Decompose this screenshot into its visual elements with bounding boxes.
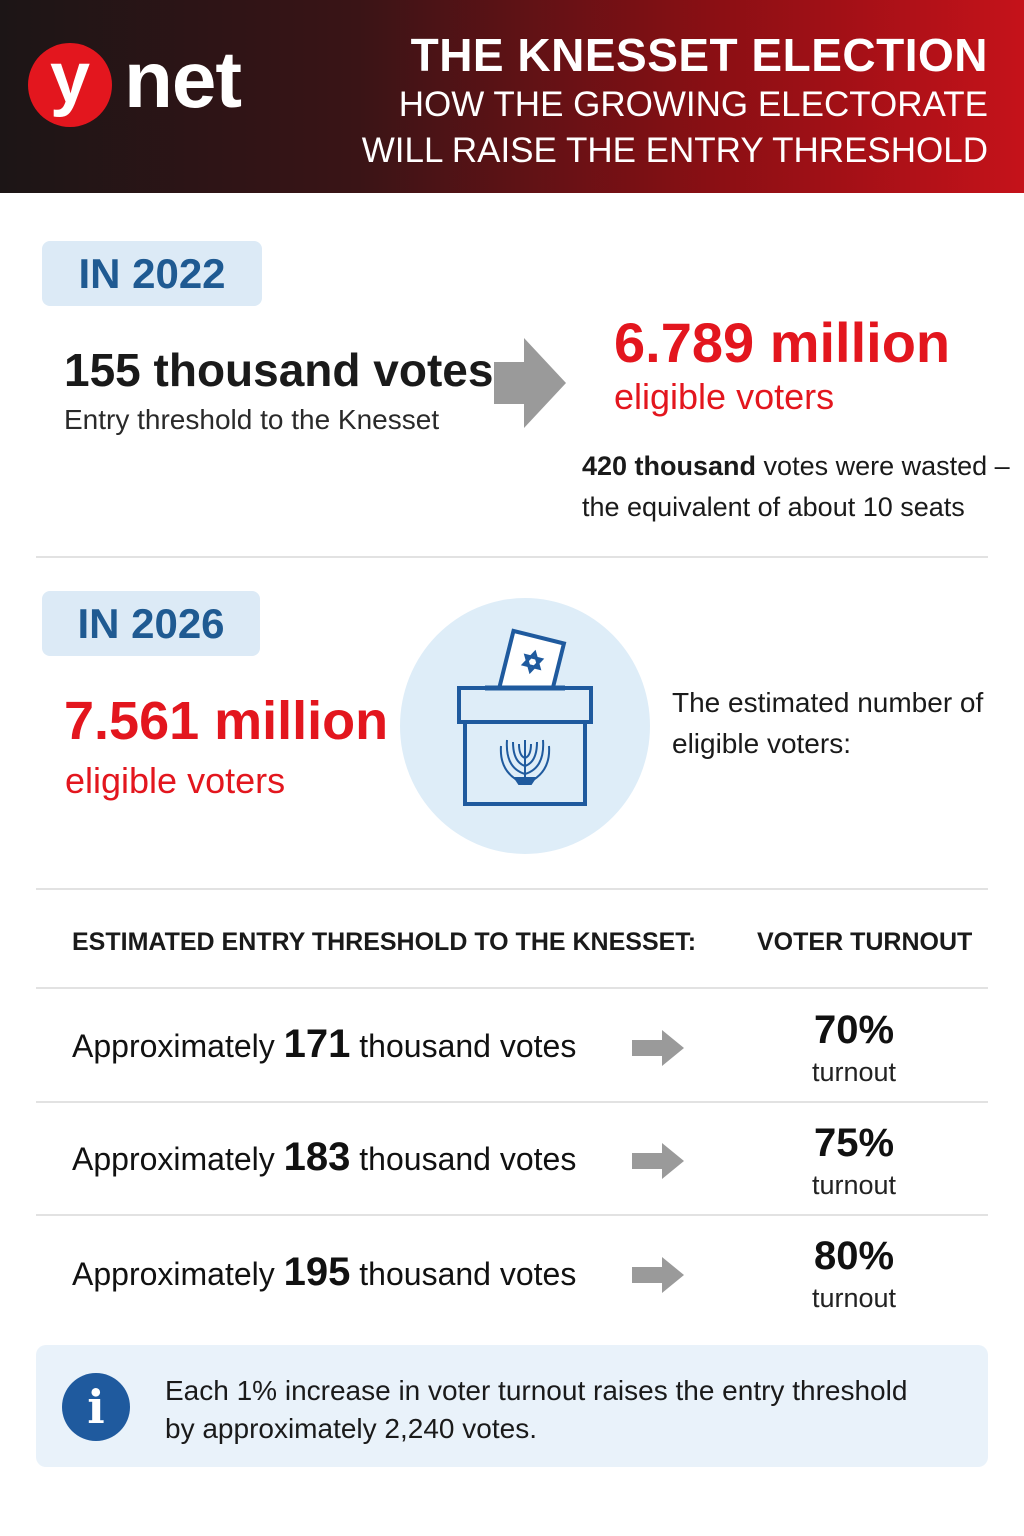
logo-word: net [124, 35, 241, 124]
threshold-column-header: ESTIMATED ENTRY THRESHOLD TO THE KNESSET: [72, 928, 697, 956]
voters-2022-value: 6.789 million [614, 311, 951, 374]
estimated-voters-label [672, 682, 983, 764]
year-badge-2022: IN 2022 [42, 241, 262, 306]
title-block [362, 28, 988, 174]
row-prefix: Approximately [72, 1141, 284, 1177]
turnout-value: 70% [813, 1008, 895, 1052]
table-divider [36, 1214, 988, 1216]
year-badge-2026: IN 2026 [42, 591, 260, 656]
turnout-column-header: VOTER TURNOUT [757, 928, 973, 956]
wasted-votes-line2: the equivalent of about 10 seats [582, 492, 965, 522]
ballot-box-icon [455, 628, 595, 808]
page-title: THE KNESSET ELECTION [410, 29, 988, 81]
turnout-label: turnout [811, 1170, 897, 1200]
estimated-line1: The estimated number of [672, 687, 984, 718]
section-divider [36, 556, 988, 558]
voters-2026-value: 7.561 million [64, 691, 389, 751]
ynet-logo[interactable] [28, 35, 241, 130]
info-icon: i [62, 1373, 130, 1441]
wasted-votes-note [582, 446, 1010, 528]
page-subtitle-line2: WILL RAISE THE ENTRY THRESHOLD [361, 131, 988, 170]
info-line1: Each 1% increase in voter turnout raises the entry threshold [165, 1375, 908, 1406]
info-line2: by approximately 2,240 votes. [165, 1413, 537, 1444]
row-number: 171 [283, 1022, 351, 1066]
voters-2026-label: eligible voters [65, 760, 286, 801]
table-divider [36, 987, 988, 989]
table-row-threshold [72, 1022, 576, 1067]
turnout-label: turnout [811, 1057, 897, 1087]
table-row-threshold [72, 1250, 576, 1295]
threshold-2022-value: 155 thousand votes [64, 344, 494, 396]
estimated-line2: eligible voters: [672, 728, 851, 759]
section-divider [36, 888, 988, 890]
row-suffix: thousand votes [350, 1028, 577, 1064]
row-number: 195 [283, 1250, 351, 1294]
arrow-right-icon [494, 338, 566, 428]
voters-2022-label: eligible voters [614, 376, 835, 417]
row-suffix: thousand votes [350, 1256, 577, 1292]
turnout-value: 75% [813, 1121, 895, 1165]
logo-circle: y [28, 43, 112, 127]
row-prefix: Approximately [72, 1256, 284, 1292]
arrow-right-icon [632, 1143, 684, 1179]
turnout-label: turnout [811, 1283, 897, 1313]
threshold-2022-label: Entry threshold to the Knesset [64, 404, 440, 435]
row-prefix: Approximately [72, 1028, 284, 1064]
row-suffix: thousand votes [350, 1141, 577, 1177]
arrow-right-icon [632, 1257, 684, 1293]
table-divider [36, 1101, 988, 1103]
table-row-threshold [72, 1135, 576, 1180]
arrow-right-icon [632, 1030, 684, 1066]
header-banner [0, 0, 1024, 193]
wasted-votes-text: votes were wasted – [756, 451, 1010, 481]
wasted-votes-number: 420 thousand [582, 451, 757, 481]
info-text [165, 1372, 965, 1448]
page-subtitle-line1: HOW THE GROWING ELECTORATE [398, 85, 988, 124]
row-number: 183 [283, 1135, 351, 1179]
turnout-value: 80% [813, 1234, 895, 1278]
